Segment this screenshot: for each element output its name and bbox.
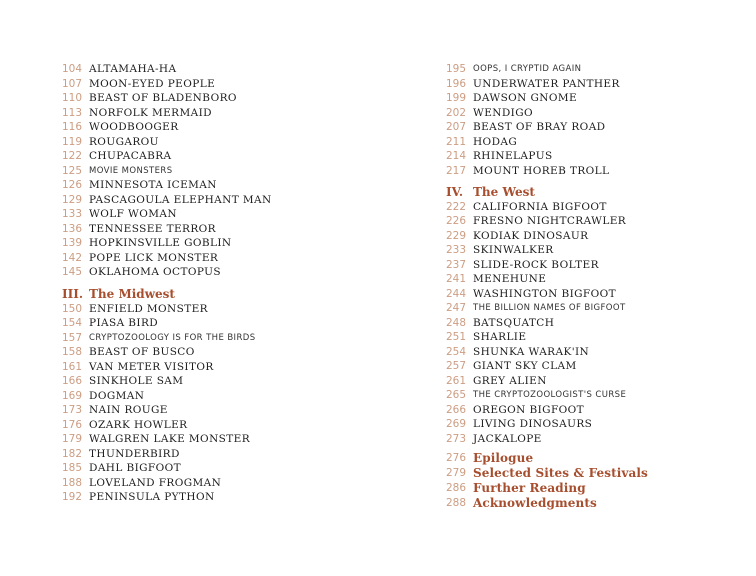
page-number: 107 bbox=[62, 77, 83, 90]
entry-title: KODIAK DINOSAUR bbox=[473, 229, 589, 242]
page-number: 196 bbox=[446, 77, 467, 90]
entry-title: SLIDE-ROCK BOLTER bbox=[473, 258, 599, 271]
page-number: 237 bbox=[446, 258, 467, 271]
entry-title: GIANT SKY CLAM bbox=[473, 360, 577, 372]
entry-title: OOPS, I CRYPTID AGAIN bbox=[473, 64, 582, 74]
entry-title: THE CRYPTOZOOLOGIST'S CURSE bbox=[473, 390, 627, 400]
entry-title: BEAST OF BUSCO bbox=[89, 346, 195, 358]
page-number: 248 bbox=[446, 316, 467, 329]
entry-title: DAHL BIGFOOT bbox=[89, 462, 182, 474]
page-number: 133 bbox=[62, 208, 83, 220]
page-number: 244 bbox=[446, 287, 467, 300]
entry-title: POPE LICK MONSTER bbox=[89, 251, 219, 264]
entry-title: WOODBOOGER bbox=[89, 121, 179, 133]
page-number: 182 bbox=[62, 447, 83, 460]
page-number: 261 bbox=[446, 374, 467, 387]
entry-title: OZARK HOWLER bbox=[89, 418, 188, 431]
entry-title: WASHINGTON BIGFOOT bbox=[473, 287, 617, 300]
entry-title: PENINSULA PYTHON bbox=[89, 491, 215, 503]
page-number: 247 bbox=[446, 302, 467, 314]
entry-title: TENNESSEE TERROR bbox=[89, 222, 216, 235]
section-numeral: IV. bbox=[446, 185, 464, 199]
entry-title: CRYPTOZOOLOGY IS FOR THE BIRDS bbox=[89, 332, 256, 343]
entry-title: ENFIELD MONSTER bbox=[89, 302, 208, 315]
page-number: 266 bbox=[446, 403, 467, 416]
entry-title: UNDERWATER PANTHER bbox=[473, 77, 620, 90]
page-number: 226 bbox=[446, 215, 467, 227]
page-number: 125 bbox=[62, 164, 83, 177]
page-number: 273 bbox=[446, 432, 467, 445]
entry-title: BEAST OF BRAY ROAD bbox=[473, 121, 606, 133]
page-number: 211 bbox=[446, 135, 467, 148]
page-number: 110 bbox=[62, 92, 83, 104]
section-name: The Midwest bbox=[89, 287, 175, 301]
entry-title: ROUGAROU bbox=[89, 135, 159, 148]
page-number: 257 bbox=[446, 360, 467, 372]
section-name: The West bbox=[473, 185, 535, 199]
page-number: 126 bbox=[62, 179, 83, 191]
page-number: 188 bbox=[62, 476, 83, 489]
page-number: 276 bbox=[446, 452, 467, 464]
page-number: 154 bbox=[62, 317, 83, 329]
entry-title: PIASA BIRD bbox=[89, 317, 159, 329]
page-number: 176 bbox=[62, 418, 83, 431]
page-number: 129 bbox=[62, 193, 83, 206]
entry-title: THUNDERBIRD bbox=[89, 447, 180, 460]
page-number: 104 bbox=[62, 63, 83, 75]
back-matter-title: Epilogue bbox=[473, 451, 534, 465]
page-number: 229 bbox=[446, 229, 467, 242]
page-number: 265 bbox=[446, 389, 467, 401]
entry-title: LIVING DINOSAURS bbox=[473, 418, 593, 430]
page-number: 113 bbox=[62, 106, 83, 119]
entry-title: MINNESOTA ICEMAN bbox=[89, 179, 217, 191]
page-number: 288 bbox=[446, 497, 467, 509]
entry-title: JACKALOPE bbox=[473, 432, 542, 445]
page-number: 119 bbox=[62, 135, 83, 148]
page-number: 214 bbox=[446, 150, 467, 162]
back-matter-title: Further Reading bbox=[473, 481, 586, 495]
entry-title: MOUNT HOREB TROLL bbox=[473, 164, 610, 177]
entry-title: CHUPACABRA bbox=[89, 150, 172, 162]
page-number: 157 bbox=[62, 331, 83, 344]
entry-title: WOLF WOMAN bbox=[89, 208, 177, 220]
page-number: 142 bbox=[62, 251, 83, 264]
page-number: 192 bbox=[62, 491, 83, 503]
entry-title: DAWSON GNOME bbox=[473, 92, 578, 104]
entry-title: BEAST OF BLADENBORO bbox=[89, 92, 237, 104]
back-matter-title: Selected Sites & Festivals bbox=[473, 466, 648, 480]
page-number: 136 bbox=[62, 222, 83, 235]
page-number: 241 bbox=[446, 273, 467, 285]
page-number: 179 bbox=[62, 433, 83, 445]
entry-title: PASCAGOULA ELEPHANT MAN bbox=[89, 193, 272, 206]
entry-title: HODAG bbox=[473, 135, 518, 148]
page-number: 166 bbox=[62, 375, 83, 387]
entry-title: ALTAMAHA-HA bbox=[89, 63, 177, 75]
entry-title: VAN METER VISITOR bbox=[89, 360, 214, 373]
entry-title: HOPKINSVILLE GOBLIN bbox=[89, 237, 232, 249]
page-number: 161 bbox=[62, 360, 83, 373]
page-number: 150 bbox=[62, 302, 83, 315]
entry-title: RHINELAPUS bbox=[473, 150, 553, 162]
page-number: 202 bbox=[446, 106, 467, 119]
entry-title: LOVELAND FROGMAN bbox=[89, 476, 222, 489]
page-number: 222 bbox=[446, 200, 467, 213]
entry-title: SHUNKA WARAK'IN bbox=[473, 345, 590, 358]
page-number: 279 bbox=[446, 467, 467, 479]
page-number: 139 bbox=[62, 237, 83, 249]
page-number: 233 bbox=[446, 244, 467, 256]
page-number: 269 bbox=[446, 418, 467, 430]
entry-title: OREGON BIGFOOT bbox=[473, 403, 585, 416]
page-number: 145 bbox=[62, 266, 83, 278]
entry-title: SINKHOLE SAM bbox=[89, 375, 184, 387]
page-number: 116 bbox=[62, 121, 83, 133]
page-number: 158 bbox=[62, 346, 83, 358]
entry-title: OKLAHOMA OCTOPUS bbox=[89, 266, 222, 278]
entry-title: THE BILLION NAMES OF BIGFOOT bbox=[473, 303, 626, 313]
entry-title: MOON-EYED PEOPLE bbox=[89, 77, 216, 90]
page-number: 199 bbox=[446, 92, 467, 104]
page-number: 217 bbox=[446, 164, 467, 177]
page-number: 286 bbox=[446, 482, 467, 494]
back-matter-title: Acknowledgments bbox=[473, 496, 597, 510]
page-number: 122 bbox=[62, 150, 83, 162]
page-number: 251 bbox=[446, 331, 467, 343]
section-numeral: III. bbox=[62, 287, 84, 301]
entry-title: CALIFORNIA BIGFOOT bbox=[473, 200, 607, 213]
page-number: 169 bbox=[62, 389, 83, 402]
entry-title: SKINWALKER bbox=[473, 244, 554, 256]
page-number: 254 bbox=[446, 345, 467, 358]
entry-title: WALGREN LAKE MONSTER bbox=[89, 433, 251, 445]
page-number: 185 bbox=[62, 462, 83, 474]
entry-title: NAIN ROUGE bbox=[89, 404, 168, 416]
page-number: 173 bbox=[62, 404, 83, 416]
entry-title: DOGMAN bbox=[89, 389, 145, 402]
entry-title: SHARLIE bbox=[473, 331, 527, 343]
entry-title: FRESNO NIGHTCRAWLER bbox=[473, 215, 627, 227]
entry-title: MENEHUNE bbox=[473, 273, 547, 285]
entry-title: WENDIGO bbox=[473, 106, 534, 119]
page-number: 195 bbox=[446, 63, 467, 75]
entry-title: NORFOLK MERMAID bbox=[89, 106, 212, 119]
entry-title: BATSQUATCH bbox=[473, 316, 555, 329]
entry-title: GREY ALIEN bbox=[473, 374, 547, 387]
entry-title: MOVIE MONSTERS bbox=[89, 165, 173, 176]
page-number: 207 bbox=[446, 121, 467, 133]
